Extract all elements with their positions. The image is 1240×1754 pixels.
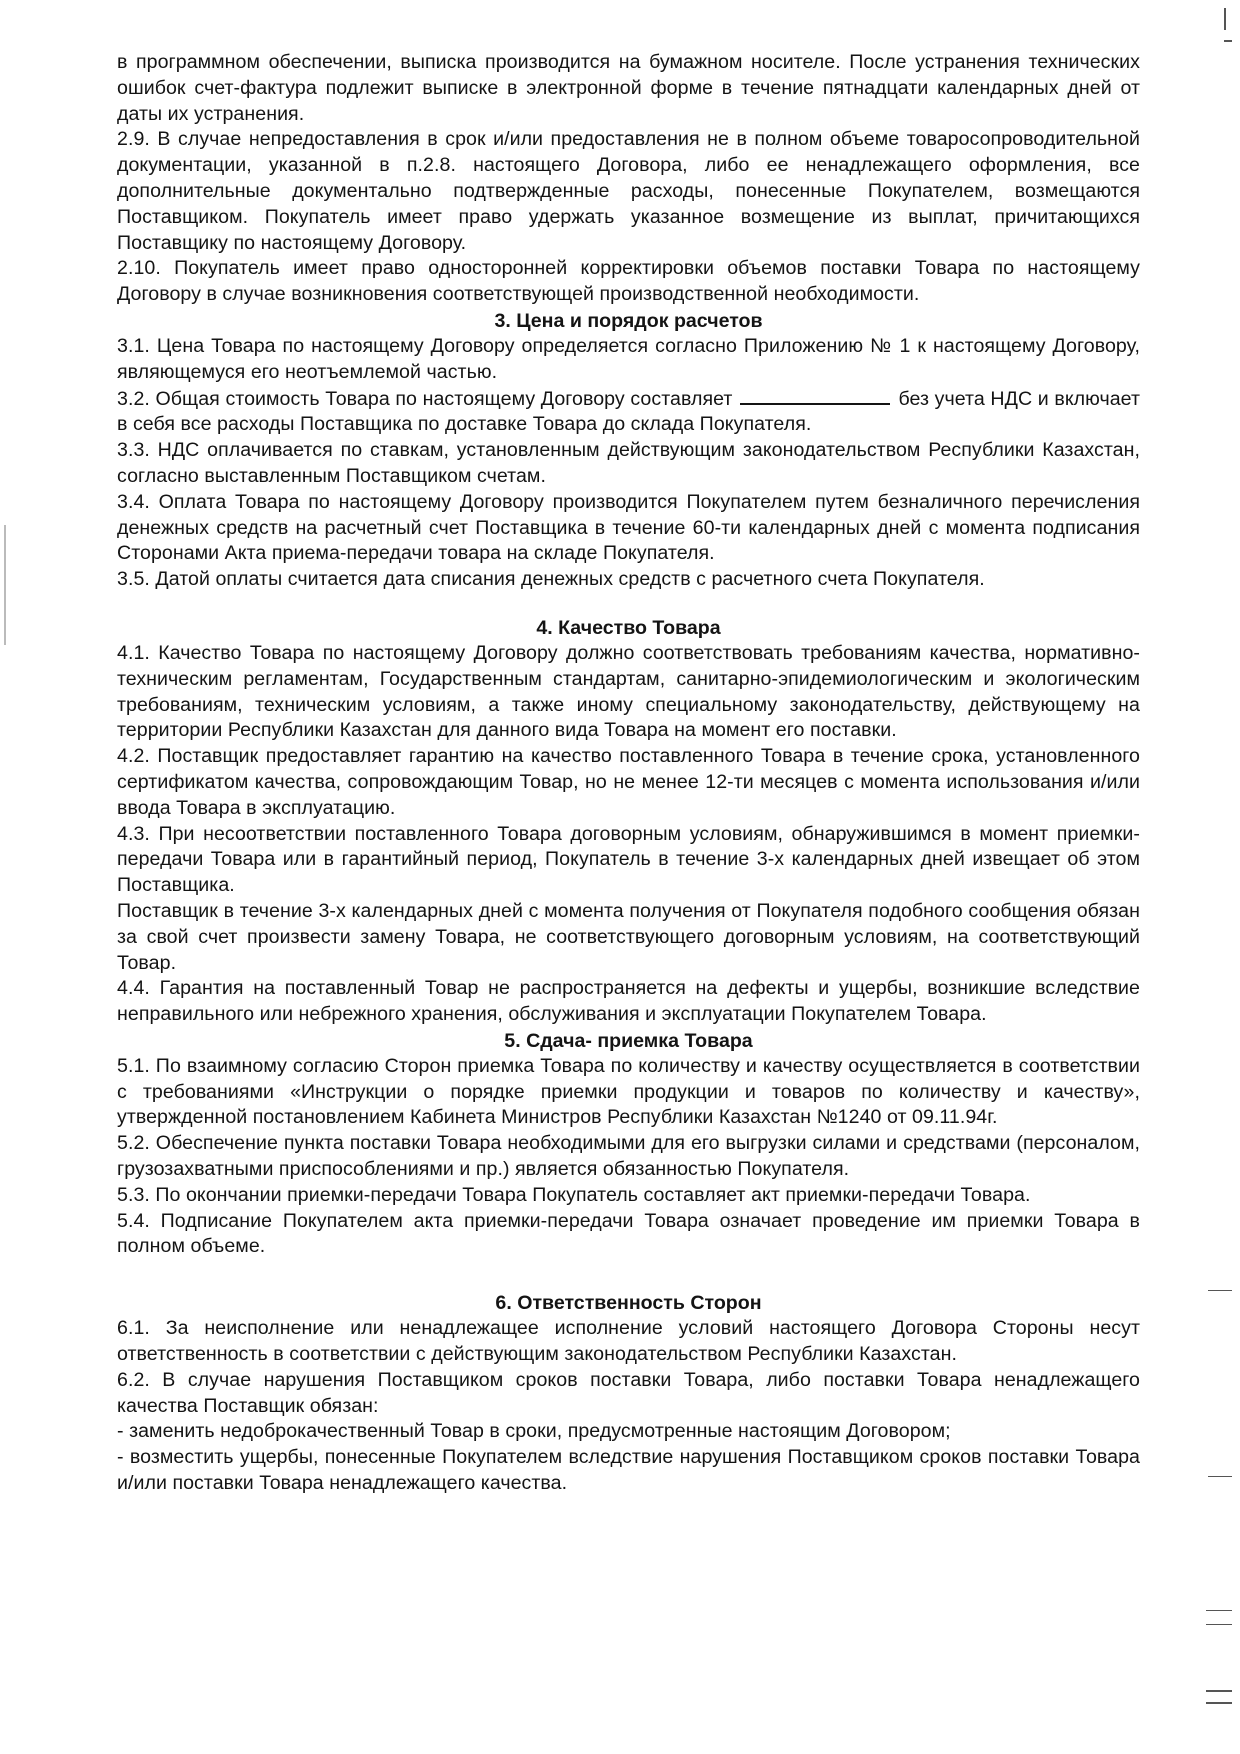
section-3-heading: 3. Цена и порядок расчетов <box>494 309 763 332</box>
paragraph-5-2: 5.2. Обеспечение пункта поставки Товара необходимыми для его выгрузки силами и средствами (персоналом, грузозахватными приспособлениями и пр.) является обязанностью Покупателя. <box>117 1132 1140 1181</box>
paragraph-3-2 <box>117 386 1140 439</box>
scan-margin-mark <box>1208 1290 1232 1291</box>
paragraph-6-1: 6.1. За неисполнение или ненадлежащее исполнение условий настоящего Договора Стороны несут ответственность в соответствии с действующим законодательством Республики Казахстан. <box>117 1317 1140 1366</box>
paragraph-3-1: 3.1. Цена Товара по настоящему Договору определяется согласно Приложению № 1 к настоящему Договору, являющемуся его неотъемлемой частью. <box>117 334 1140 383</box>
scan-margin-mark <box>1206 1624 1232 1625</box>
document-page <box>117 50 1140 1497</box>
amount-blank-line <box>740 386 890 405</box>
scan-margin-mark <box>1224 40 1232 42</box>
scan-margin-mark <box>1206 1610 1232 1611</box>
paragraph-3-3: 3.3. НДС оплачивается по ставкам, установленным действующим законодательством Республики Казахстан, согласно выставленным Поставщиком счетам. <box>117 439 1140 487</box>
paragraph-3-4: 3.4. Оплата Товара по настоящему Договору производится Покупателем путем безналичного перечисления денежных средств на расчетный счет Поставщика в течение 60-ти календарных дней с момента подписания Сторонами Акта приема-передачи товара на складе Покупателя. <box>117 490 1140 565</box>
scan-edge-mark <box>4 525 6 645</box>
paragraph-2-10: 2.10. Покупатель имеет право односторонней корректировки объемов поставки Товара по настоящему Договору в случае возникновения соответствующей производственной необходимости. <box>117 257 1140 306</box>
section-4-heading: 4. Качество Товара <box>536 616 721 639</box>
paragraph-3-2-end: без учета НДС и включает в себя все расходы Поставщика по доставке Товара до склада Покупателя. <box>117 387 1140 436</box>
list-item-replace-goods: - заменить недоброкачественный Товар в сроки, предусмотренные настоящим Договором; <box>117 1420 951 1443</box>
paragraph-intro-continuation: в программном обеспечении, выписка производится на бумажном носителе. После устранения технических ошибок счет-фактура подлежит выписке в электронной форме в течение пятнадцати календарных дней от даты их устранения. <box>117 51 1140 125</box>
paragraph-5-1: 5.1. По взаимному согласию Сторон приемка Товара по количеству и качеству осуществляется в соответствии с требованиями «Инструкции о порядке приемки продукции и товаров по количеству и качеству», утвержденной постановлением Кабинета Министров Республики Казахстан №1240 от 09.11.94г. <box>117 1054 1140 1129</box>
paragraph-3-2-start: 3.2. Общая стоимость Товара по настоящему Договору составляет <box>117 387 733 410</box>
paragraph-4-3-continued: Поставщик в течение 3-х календарных дней с момента получения от Покупателя подобного сообщения обязан за свой счет произвести замену Товара, не соответствующего договорным условиям, на соответствующий Товар. <box>117 899 1140 974</box>
paragraph-6-2: 6.2. В случае нарушения Поставщиком сроков поставки Товара, либо поставки Товара ненадлежащего качества Поставщик обязан: <box>117 1368 1140 1417</box>
scan-margin-mark <box>1206 1702 1232 1704</box>
paragraph-4-3: 4.3. При несоответствии поставленного Товара договорным условиям, обнаружившимся в момент приемки-передачи Товара или в гарантийный период, Покупатель в течение 3-х календарных дней извещает об этом Поставщика. <box>117 822 1140 897</box>
scan-margin-mark <box>1208 1476 1232 1477</box>
paragraph-3-5: 3.5. Датой оплаты считается дата списания денежных средств с расчетного счета Покупателя. <box>117 568 985 591</box>
paragraph-4-4: 4.4. Гарантия на поставленный Товар не распространяется на дефекты и ущербы, возникшие вследствие неправильного или небрежного хранения, обслуживания и эксплуатации Покупателем Товара. <box>117 977 1140 1026</box>
paragraph-5-4: 5.4. Подписание Покупателем акта приемки-передачи Товара означает проведение им приемки Товара в полном объеме. <box>117 1209 1140 1258</box>
section-5-heading: 5. Сдача- приемка Товара <box>504 1029 753 1052</box>
paragraph-4-2: 4.2. Поставщик предоставляет гарантию на качество поставленного Товара в течение срока, установленного сертификатом качества, сопровождающим Товар, но не менее 12-ти месяцев с момента использования и/или ввода Товара в эксплуатацию. <box>117 745 1140 819</box>
section-6-heading: 6. Ответственность Сторон <box>495 1292 762 1315</box>
scan-margin-mark <box>1206 1690 1232 1692</box>
paragraph-2-9: 2.9. В случае непредоставления в срок и/или предоставления не в полном объеме товаросопроводительной документации, указанной в п.2.8. настоящего Договора, либо ее ненадлежащего оформления, все дополнительные документально подтвержденные расходы, понесенные Покупателем, возмещаются Поставщиком. Покупатель имеет право удержать указанное возмещение из выплат, причитающихся Поставщику по настоящему Договору. <box>117 128 1140 254</box>
paragraph-5-3: 5.3. По окончании приемки-передачи Товара Покупатель составляет акт приемки-передачи Товара. <box>117 1183 1031 1206</box>
paragraph-4-1: 4.1. Качество Товара по настоящему Договору должно соответствовать требованиям качества, нормативно-техническим регламентам, Государственным стандартам, санитарно-эпидемиологическим и экологическим требованиям, техническим условиям, а также иному специальному законодательству, действующему на территории Республики Казахстан для данного вида Товара на момент его поставки. <box>117 641 1140 742</box>
scan-margin-mark <box>1224 8 1226 30</box>
list-item-compensate-damages: - возместить ущербы, понесенные Покупателем вследствие нарушения Поставщиком сроков поставки Товара и/или поставки Товара ненадлежащего качества. <box>117 1446 1140 1495</box>
